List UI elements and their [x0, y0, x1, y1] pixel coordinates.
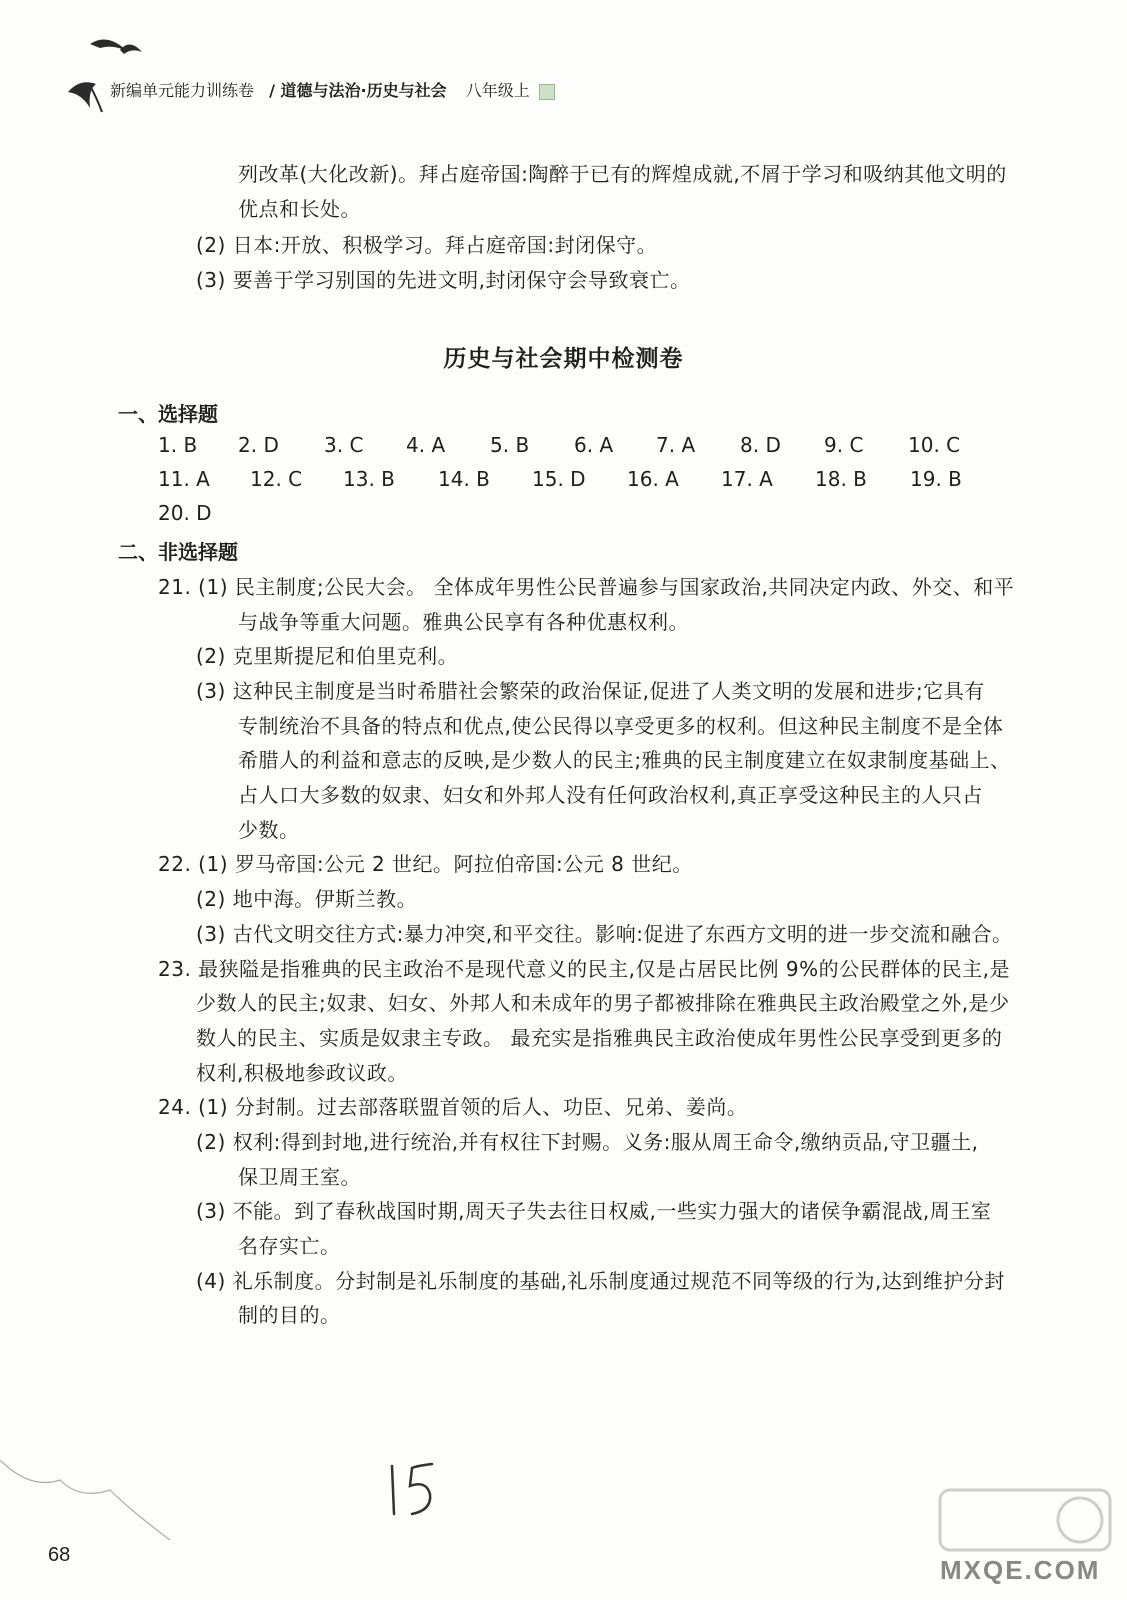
- choice-answer: 13. B: [343, 467, 395, 491]
- exam-title: 历史与社会期中检测卷: [443, 346, 684, 372]
- answer-line: 与战争等重大问题。雅典公民享有各种优惠权利。: [238, 610, 689, 634]
- section-heading-nonchoice: 二、非选择题: [118, 540, 238, 564]
- answer-line: (2) 克里斯提尼和伯里克利。: [196, 644, 459, 668]
- choice-answer: 10. C: [908, 433, 961, 457]
- choice-answer: 2. D: [238, 433, 279, 457]
- book-icon: [539, 84, 555, 100]
- choice-answer: 8. D: [740, 433, 781, 457]
- choice-answer: 14. B: [438, 467, 490, 491]
- answer-line: (4) 礼乐制度。分封制是礼乐制度的基础,礼乐制度通过规范不同等级的行为,达到维护分封: [196, 1269, 1005, 1293]
- answer-line: 数人的民主、实质是奴隶主专政。 最充实是指雅典民主政治使成年男性公民享受到更多的: [196, 1026, 1003, 1050]
- choice-answer: 18. B: [815, 467, 867, 491]
- answer-line: 专制统治不具备的特点和优点,使公民得以享受更多的权利。但这种民主制度不是全体: [238, 714, 1004, 738]
- bird-decoration-icon: [0, 1460, 180, 1550]
- choice-answer: 1. B: [158, 433, 198, 457]
- prev-answer-line: (2) 日本:开放、积极学习。拜占庭帝国:封闭保守。: [196, 233, 658, 257]
- answer-line: (2) 地中海。伊斯兰教。: [196, 887, 418, 911]
- prev-answer-line: (3) 要善于学习别国的先进文明,封闭保守会导致衰亡。: [196, 268, 691, 292]
- choice-answer: 3. C: [324, 433, 364, 457]
- handwritten-note: [382, 1460, 442, 1520]
- answer-line: 权利,积极地参政议政。: [196, 1061, 408, 1085]
- prev-answer-line: 优点和长处。: [238, 197, 361, 221]
- answer-line: 21. (1) 民主制度;公民大会。 全体成年男性公民普遍参与国家政治,共同决定内政、外交、和平: [158, 575, 1015, 599]
- choice-answer: 16. A: [627, 467, 679, 491]
- watermark-text: MXQE.COM: [940, 1555, 1101, 1585]
- choice-answer: 5. B: [490, 433, 530, 457]
- answer-line: 23. 最狭隘是指雅典的民主政治不是现代意义的民主,仅是占居民比例 9%的公民群体的民主,是: [158, 957, 1010, 981]
- answer-line: (3) 这种民主制度是当时希腊社会繁荣的政治保证,促进了人类文明的发展和进步;它具有: [196, 679, 985, 703]
- answer-line: 制的目的。: [238, 1303, 341, 1327]
- header-subject: / 道德与法治·历史与社会: [269, 81, 447, 100]
- answer-line: 希腊人的利益和意志的反映,是少数人的民主;雅典的民主制度建立在奴隶制度基础上、: [238, 748, 1011, 772]
- header-grade: 八年级上: [465, 81, 530, 100]
- choice-answer: 15. D: [532, 467, 586, 491]
- answer-line: 少数人的民主;奴隶、妇女、外邦人和未成年的男子都被排除在雅典民主政治殿堂之外,是少: [196, 991, 1010, 1015]
- header-series: 新编单元能力训练卷: [110, 81, 255, 100]
- page-header: [110, 78, 555, 101]
- choice-answer: 17. A: [721, 467, 773, 491]
- choice-answer: 12. C: [250, 467, 303, 491]
- page-number: 68: [48, 1544, 71, 1566]
- choice-answer: 9. C: [824, 433, 864, 457]
- answer-line: 名存实亡。: [238, 1234, 341, 1258]
- choice-answer: 19. B: [910, 467, 962, 491]
- prev-answer-line: 列改革(大化改新)。拜占庭帝国:陶醉于已有的辉煌成就,不屑于学习和吸纳其他文明的: [238, 162, 1007, 186]
- answer-line: 保卫周王室。: [238, 1165, 361, 1189]
- answer-line: (3) 不能。到了春秋战国时期,周天子失去往日权威,一些实力强大的诸侯争霸混战,周王室: [196, 1199, 992, 1223]
- answer-line: 少数。: [238, 818, 300, 842]
- answer-line: 24. (1) 分封制。过去部落联盟首领的后人、功臣、兄弟、姜尚。: [158, 1095, 748, 1119]
- answer-line: 占人口大多数的奴隶、妇女和外邦人没有任何政治权利,真正享受这种民主的人只占: [238, 783, 983, 807]
- choice-answer: 11. A: [158, 467, 210, 491]
- answer-line: 22. (1) 罗马帝国:公元 2 世纪。阿拉伯帝国:公元 8 世纪。: [158, 852, 693, 876]
- choice-answer: 4. A: [406, 433, 446, 457]
- section-heading-choice: 一、选择题: [118, 402, 218, 426]
- answer-line: (2) 权利:得到封地,进行统治,并有权往下封赐。义务:服从周王命令,缴纳贡品,守卫疆土,: [196, 1130, 979, 1154]
- choice-answer: 7. A: [656, 433, 696, 457]
- choice-answer: 20. D: [158, 501, 212, 525]
- answer-line: (3) 古代文明交往方式:暴力冲突,和平交往。影响:促进了东西方文明的进一步交流和融合。: [196, 922, 1013, 946]
- choice-answer: 6. A: [574, 433, 614, 457]
- bird-logo-icon: [60, 30, 620, 120]
